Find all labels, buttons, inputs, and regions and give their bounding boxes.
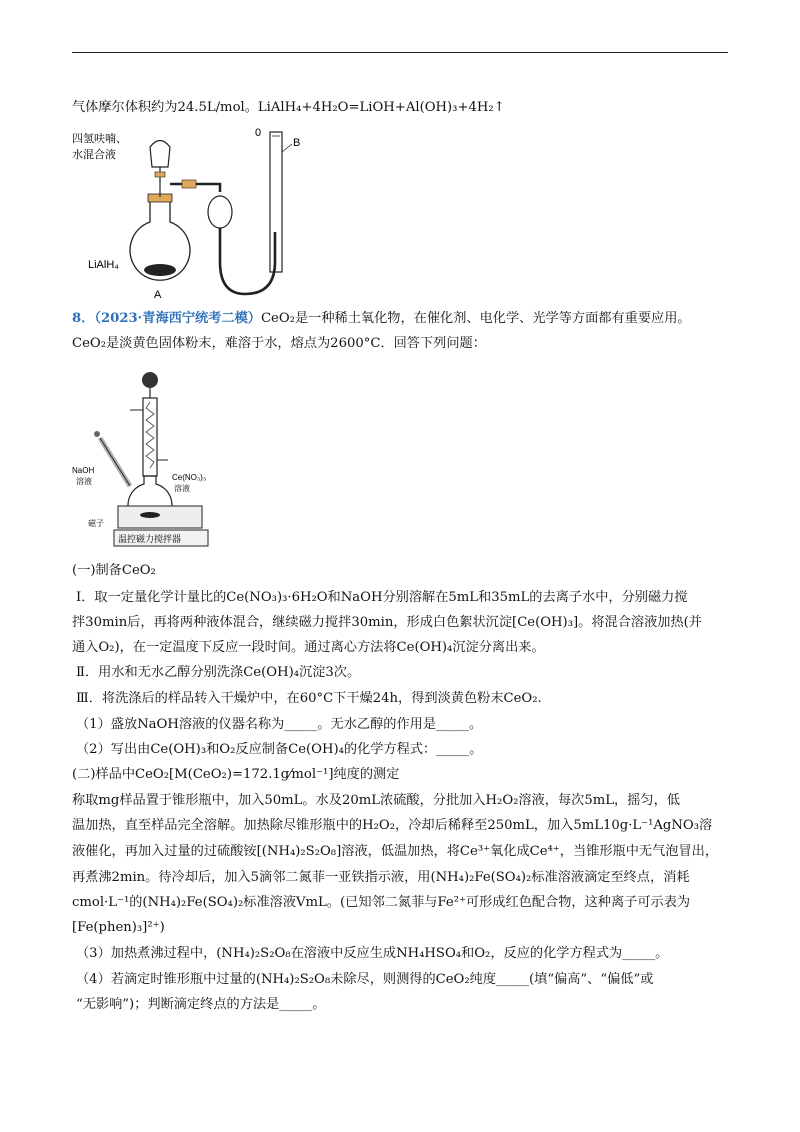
text-line: Ⅲ．将洗涤后的样品转入干燥炉中，在60°C下干燥24h，得到淡黄色粉末CeO₂. xyxy=(76,691,542,706)
figure-hydrogen-apparatus xyxy=(70,122,310,302)
text-line: [Fe(phen)₃]²⁺) xyxy=(72,920,165,935)
label-naoh-2: 溶液 xyxy=(76,477,92,486)
header-rule xyxy=(72,52,728,53)
question-number: 8． xyxy=(72,311,95,326)
figure-reflux-apparatus xyxy=(70,358,230,553)
question-part-2: （2）写出由Ce(OH)₃和O₂反应制备Ce(OH)₄的化学方程式：_____。 xyxy=(76,742,483,757)
question-part-1: （1）盛放NaOH溶液的仪器名称为_____。无水乙醇的作用是_____。 xyxy=(76,717,483,732)
text-line: 气体摩尔体积约为24.5L/mol。LiAlH₄+4H₂O=LiOH+Al(OH)₃+4H₂↑ xyxy=(72,100,505,115)
water-bath xyxy=(118,506,202,528)
question-8-header xyxy=(72,310,691,328)
leveling-bulb xyxy=(208,196,232,228)
text-line: Ⅱ．用水和无水乙醇分别洗涤Ce(OH)₄沉淀3次。 xyxy=(76,665,361,680)
text-line: 称取mg样品置于锥形瓶中，加入50mL。水及20mL浓硫酸，分批加入H₂O₂溶液，每次5mL，摇匀，低 xyxy=(72,793,680,808)
label-stirrer: 温控磁力搅拌器 xyxy=(118,534,182,544)
question-part-4: （4）若滴定时锥形瓶中过量的(NH₄)₂S₂O₈未除尽，则测得的CeO₂纯度_____(填“偏高”、“偏低”或 xyxy=(76,972,654,987)
question-part-3: （3）加热煮沸过程中，(NH₄)₂S₂O₈在溶液中反应生成NH₄HSO₄和O₂，反应的化学方程式为_____。 xyxy=(76,946,669,961)
text-line: “无影响”)；判断滴定终点的方法是_____。 xyxy=(76,997,326,1012)
label-funnel-2: 水混合液 xyxy=(72,149,116,161)
rubber-tube xyxy=(220,228,275,294)
label-b: B xyxy=(293,137,301,149)
section-heading: (二)样品中CeO₂[M(CeO₂)=172.1g⁄mol⁻¹]纯度的测定 xyxy=(72,767,400,782)
text-line: 液催化，再加入过量的过硫酸铵[(NH₄)₂S₂O₈]溶液，低温加热，将Ce³⁺氧化成Ce⁴⁺，当锥形瓶中无气泡冒出， xyxy=(72,844,719,859)
text-line: Ⅰ．取一定量化学计量比的Ce(NO₃)₃·6H₂O和NaOH分别溶解在5mL和35mL的去离子水中，分别磁力搅 xyxy=(76,590,688,605)
label-stir-bar: 磁子 xyxy=(88,519,104,528)
label-ce-nitrate-2: 溶液 xyxy=(174,484,190,493)
dropping-funnel xyxy=(150,141,170,168)
stir-bar xyxy=(140,512,160,518)
text-line: 通入O₂)，在一定温度下反应一段时间。通过离心方法将Ce(OH)₄沉淀分离出来。 xyxy=(72,640,545,655)
text-line: CeO₂是淡黄色固体粉末，难溶于水，熔点为2600°C．回答下列问题： xyxy=(72,336,486,351)
label-naoh: NaOH xyxy=(72,466,95,475)
label-zero: 0 xyxy=(255,127,262,139)
text-line: 拌30min后，再将两种液体混合，继续磁力搅拌30min，形成白色絮状沉淀[Ce(OH)₃]。将混合溶液加热(并 xyxy=(72,615,702,630)
label-lialh4: LiAlH₄ xyxy=(88,259,119,271)
question-text: CeO₂是一种稀土氧化物，在催化剂、电化学、光学等方面都有重要应用。 xyxy=(260,311,691,326)
label-ce-nitrate: Ce(NO₃)₃ xyxy=(172,473,207,482)
text-line: 温加热，直至样品完全溶解。加热除尽锥形瓶中的H₂O₂，冷却后稀释至250mL，加入5mL10g·L⁻¹AgNO₃溶 xyxy=(72,818,713,833)
label-a: A xyxy=(154,289,162,301)
question-source: （2023·青海西宁统考二模） xyxy=(94,311,261,326)
section-heading: (一)制备CeO₂ xyxy=(72,563,156,578)
text-line: 再煮沸2min。待冷却后，加入5滴邻二氮菲一亚铁指示液，用(NH₄)₂Fe(SO₄)₂标准溶液滴定至终点，消耗 xyxy=(72,870,690,885)
text-line: cmol·L⁻¹的(NH₄)₂Fe(SO₄)₂标准溶液VmL。(已知邻二氮菲与Fe²⁺可形成红色配合物，这种离子可示表为 xyxy=(72,895,691,910)
label-funnel: 四氢呋喃、 xyxy=(72,133,127,145)
lialh4-solid xyxy=(144,264,176,276)
drying-tube xyxy=(142,372,158,388)
condenser xyxy=(143,398,157,476)
